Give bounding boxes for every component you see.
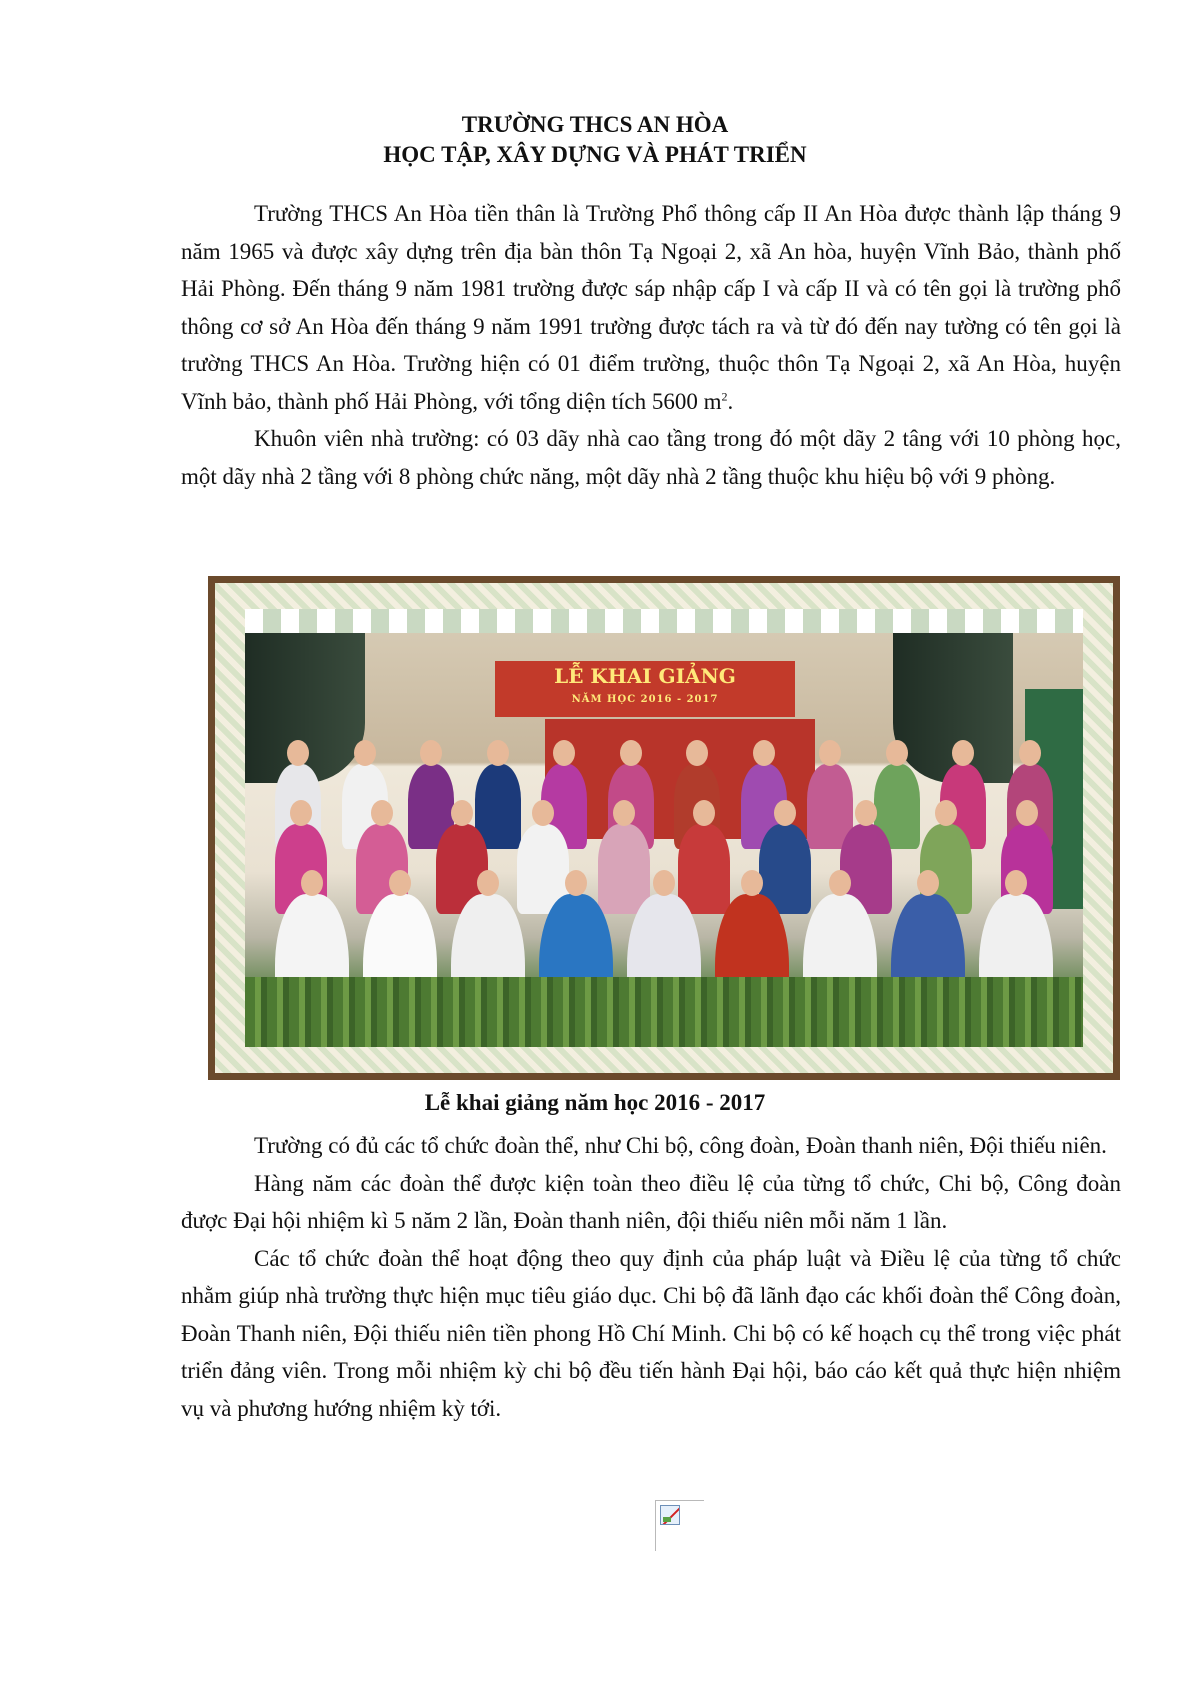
page-subtitle: HỌC TẬP, XÂY DỰNG VÀ PHÁT TRIỂN [383,142,807,167]
paragraph-campus: Khuôn viên nhà trường: có 03 dãy nhà cao tầng trong đó một dãy 2 tâng với 10 phòng học, một dãy nhà 2 tầng với 8 phòng chức năng, một dãy nhà 2 tầng thuộc khu hiệu bộ với 9 phòng. [181,426,1121,489]
paragraph-organizations: Trường có đủ các tổ chức đoàn thể, như Chi bộ, công đoàn, Đoàn thanh niên, Đội thiếu niên. [254,1133,1107,1158]
page-title: TRƯỜNG THCS AN HÒA [461,112,729,137]
broken-image-icon [660,1505,680,1525]
paragraph-annual-review: Hàng năm các đoàn thể được kiện toàn theo điều lệ của từng tổ chức, Chi bộ, Công đoàn được Đại hội nhiệm kì 5 năm 2 lần, Đoàn thanh niên, đội thiếu niên mỗi năm 1 lần. [181,1170,1121,1233]
intro-section [181,195,1121,495]
photo-banner-subtitle: NĂM HỌC 2016 - 2017 [571,694,719,705]
organizations-section [181,1127,1121,1427]
paragraph-activities: Các tổ chức đoàn thể hoạt động theo quy định của pháp luật và Điều lệ của từng tổ chức nhằm giúp nhà trường thực hiện mục tiêu giáo dục. Chi bộ đã lãnh đạo các khối đoàn thể Công đoàn, Đoàn Thanh niên, Đội thiếu niên tiền phong Hồ Chí Minh. Chi bộ có kế hoạch cụ thể trong việc phát triển đảng viên. Trong mỗi nhiệm kỳ chi bộ đều tiến hành Đại hội, báo cáo kết quả thực hiện nhiệm vụ và phương hướng nhiệm kỳ tới. [181,1245,1121,1421]
paragraph-history-end: . [727,388,734,414]
photo-curtain-right [893,633,1013,783]
opening-ceremony-photo [208,576,1120,1080]
paragraph-history [181,195,1121,420]
photo-mat [215,583,1113,1073]
photo-hedge [245,977,1083,1047]
photo-banner [495,661,795,717]
area-unit-superscript: 2 [721,388,728,403]
broken-image-placeholder [655,1500,704,1551]
photo-image [245,609,1083,1047]
photo-banner-title: LỄ KHAI GIẢNG [554,664,736,688]
photo-caption: Lễ khai giảng năm học 2016 - 2017 [424,1090,766,1115]
paragraph-history-text: Trường THCS An Hòa tiền thân là Trường Phổ thông cấp II An Hòa được thành lập tháng 9 năm 1965 và được xây dựng trên địa bàn thôn Tạ Ngoại 2, xã An hòa, huyện Vĩnh Bảo, thành phố Hải Phòng. Đến tháng 9 năm 1981 trường được sáp nhập cấp I và cấp II và có tên gọi là trường phổ thông cơ sở An Hòa đến tháng 9 năm 1991 trường được tách ra và từ đó đến nay tường có tên gọi là trường THCS An Hòa. Trường hiện có 01 điểm trường, thuộc thôn Tạ Ngoại 2, xã An Hòa, huyện Vĩnh bảo, thành phố Hải Phòng, với tổng diện tích 5600 m [181,201,1121,414]
photo-valance [245,609,1083,633]
